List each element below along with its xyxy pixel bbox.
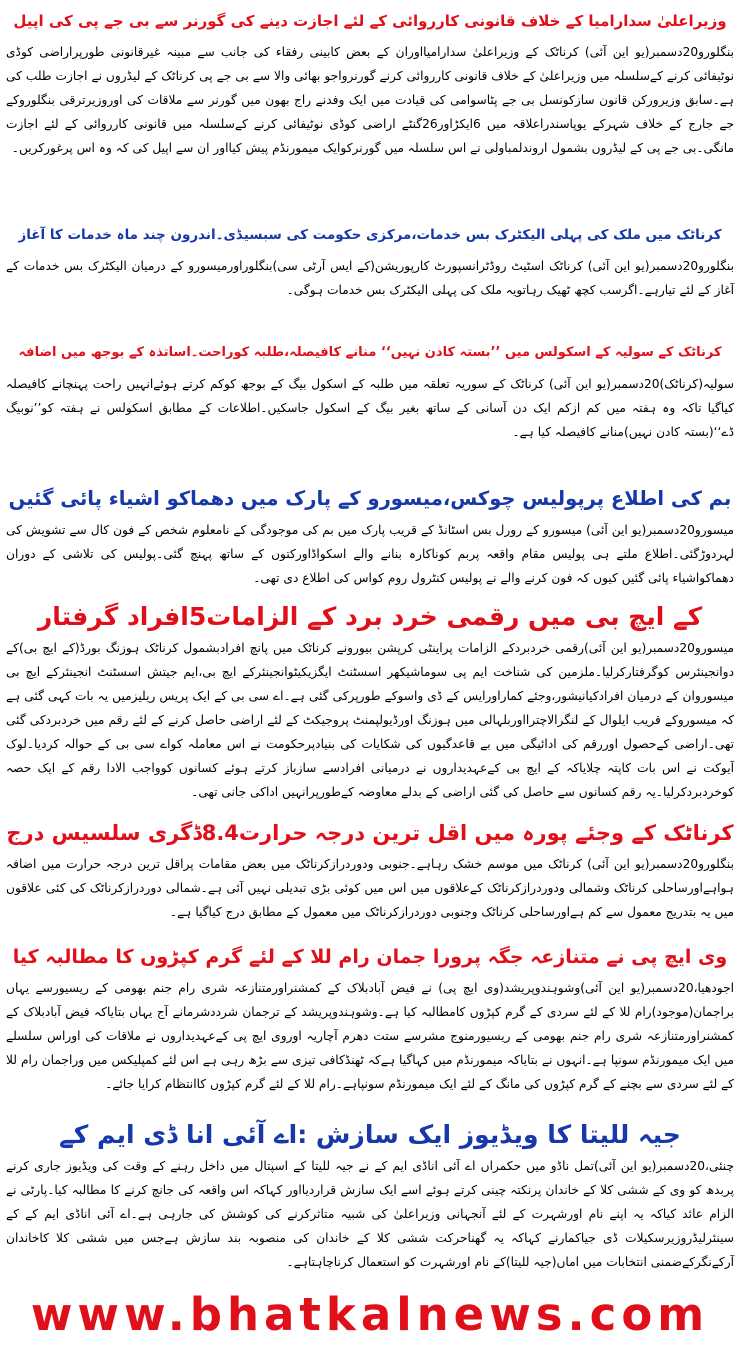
article-2 — [6, 218, 734, 302]
article-body-4: میسورو20دسمبر(یو این آئی) میسورو کے رورل بس اسٹانڈ کے قریب پارک میں بم کی موجودگی کے نامعلوم شخص کے فون کال سے تشویش کی لہردوڑگئی۔اطلاع ملتے ہی پولیس مقام واقعہ پربم کوناکارہ بنانے والے اسکواڈاورکتوں کے ساتھ پہنچ گئی۔پولیس کی تلاشی کے دوران دھماکواشیاء پائی گئیں کیوں کہ فون کرنے والے نے پولیس کنٹرول روم کواس کی اطلاع دی تھی۔ — [6, 523, 734, 585]
article-body-8: چنئی،20دسمبر(یو این آئی)تمل ناڈو میں حکمراں اے آئی اناڈی ایم کے نے جیہ للیتا کے اسپتال میں داخل رہنے کے وقت کی ویڈیوز جاری کرنے پربدھ کو وی کے ششی کلا کے خاندان پرنکتہ چینی کرتے ہوئے اسے ایک سازش قراردیااور کہاکہ اس واقعہ کی جانچ کرنے کا مطالبہ کیا۔پارٹی نے الزام عائد کیاکہ یہ اپنے نام اورشہرت کے لئے آنجہانی وزیراعلیٰ کی شبیہ متاثرکرنے کی کوشش کی جارہی ہے۔اے آئی اناڈی ایم کے کے سینئرلیڈروزیرسکیلات ڈی جیاکمارنے کہاکہ یہ گھناحرکت ششی کلا کے خاندان کی منصوبہ بند سازش ہےجس میں ششی کلا کاخاندان آرکےنگرکےضمنی انتخابات میں اماں(جیہ للیتا)کے نام اورشہرت کو استعمال کرناچاہتاہے۔ — [6, 1159, 734, 1269]
article-body-7: اجودھیا،20دسمبر(یو این آئی)وشوہندوپریشد(وی ایچ پی) نے فیض آبادبلاک کے کمشنراورمتنازعہ شری رام جنم بھومی کے ریسیورسے یہاں براجمان(موجود)رام للا کے لئے سردی کے گرم کپڑوں کامطالبہ کیا ہے۔وشوہندوپریشد کے ترجمان شرددشرمانے آج یہاں بتایاکہ فیض آبادبلاک کے کمشنراورمتنازعہ شری رام جنم بھومی کے ریسیورمنوج مشرسے ستت دھرم آچاریہ اوروی ایچ پی کےعہدیداروں نے ملاقات کی اوراس سلسلے میں ایک میمورنڈم سونپا ہے۔انہوں نے بتایاکہ میمورنڈم میں کہاگیا ہےکہ ٹھنڈکافی تیزی سے بڑھ رہی ہے اس لئے کمپلیکس میں وراجمان رام للا کے لئے سردی سے بچنے کے گرم کپڑوں کی مانگ کے لئے ایک میمورنڈم سونپاہے۔رام للا کے لئے گرم کپڑوں کاانتظام کرایا جائے۔ — [6, 981, 734, 1091]
article-1 — [6, 4, 734, 160]
headline-4: بم کی اطلاع پرپولیس چوکس،میسورو کے پارک میں دھماکو اشیاء پائی گئیں — [8, 487, 732, 510]
article-body-2: بنگلورو20دسمبر(یو این آئی) کرناٹک اسٹیٹ روڈٹرانسپورٹ کارپوریشن(کے ایس آرٹی سی)بنگلوراورمیسورو کے درمیان الیکٹرک بس خدمات کے آغاز کے لئے تیارہے۔اگرسب کچھ ٹھیک رہاتویہ ملک کی پہلی الیکٹرک بس خدمات ہوگی۔ — [6, 259, 734, 297]
article-body-6: بنگلورو20دسمبر(یو این آئی) کرناٹک میں موسم خشک رہاہے۔جنوبی ودوردرازکرناٹک میں بعض مقامات پراقل ترین درجہ حرارت میں اضافہ ہواہےاورساحلی کرناٹک وشمالی ودوردرازکرناٹک کےعلاقوں میں اس میں کوئی بڑی تبدیلی نہیں آئی ہے۔شمالی دوردرازکرناٹک کی کئی علاقوں میں یہ بتدریج معمول سے کم ہےاورساحلی کرناٹک وجنوبی دوردرازکرناٹک میں معمول کے مطابق درج کیاگیا ہے۔ — [6, 857, 734, 919]
article-body-3: سولیہ(کرناٹک)20دسمبر(یو این آئی) کرناٹک کے سوریہ تعلقہ میں طلبہ کے اسکول بیگ کے بوجھ کوکم کرتے ہوئےانہیں راحت پہنچانے کافیصلہ کیاگیا تاکہ وہ ہفتہ میں کم ازکم ایک دن آسانی کے ساتھ بغیر بیگ کے اسکول جاسکیں۔اطلاعات کے مطابق اسکولس نے ہفتہ کو’’نوبیگ ڈے‘‘(بستہ کادن نہیں)منانے کافیصلہ کیا ہے۔ — [6, 377, 734, 439]
headline-5: کے ایچ بی میں رقمی خرد برد کے الزامات5افراد گرفتار — [37, 602, 703, 631]
article-3 — [6, 336, 734, 444]
website-footer: www.bhatkalnews.com — [30, 1288, 710, 1341]
headline-3: کرناٹک کے سولیہ کے اسکولس میں ’’بستہ کادن نہیں‘‘ منانے کافیصلہ،طلبہ کوراحت۔اساتذہ کے بوجھ میں اضافہ — [18, 345, 722, 360]
article-7 — [6, 940, 734, 1096]
headline-2: کرناٹک میں ملک کی پہلی الیکٹرک بس خدمات،مرکزی حکومت کی سبسیڈی۔اندرون چند ماہ خدمات کا آغاز — [18, 227, 722, 243]
article-body-5: میسورو20دسمبر(یو این آئی)رقمی خردبردکے الزامات پراینٹی کرپشن بیورونے کرناٹک میں پانچ افرادبشمول کرناٹک ہوزنگ بورڈ(کے ایچ بی)کے دوانجینئرس کوگرفتارکرلیا۔ملزمین کی شناخت ایم پی سوماشیکھر اسسٹنٹ ایگزیکیٹوانجینئرکے ایچ بی،ایم جیتش اسسٹنٹ انجینئرکے ایچ بی میسوروان کے درمیان افرادکیانیشور،وجئے کماراورایس کے ڈی واسوکے طورپرکی گئی ہے۔اے سی بی کے ایک پریس ریلیزمیں یہ بات کہی گئی ہے کہ میسوروکے قریب ایلوال کے لنگرالاچترااوربلہالی میں ہوزنگ اورڈیولپمنٹ پروجیکٹ کے لئے اراضی حاصل کرنے کے لئے رقم میں خردبردکی گئی تھی۔اراضی کےحصول اوررقم کی ادائیگی میں بے قاعدگیوں کی شکایات کی بنیادپرحکومت نے اس معاملہ کواے سی بی کے حوالہ کردیا۔لوک آیوکت نے اس بات کاپتہ چلایاکہ کے ایچ بی کےعہدیداروں نے درمیانی افرادسے سازباز کرتے ہوئے کسانوں کوواجب الادا رقم کے ایک حصہ کوخردبردکرلیا۔یہ رقم کسانوں سے حاصل کی گئی اراضی کے بدلے معاوضہ کےطورپرانہیں اداکی جانی تھی۔ — [6, 641, 734, 799]
headline-1: وزیراعلیٰ سدارامیا کے خلاف قانونی کارروائی کے لئے اجازت دینے کی گورنر سے بی جے پی کی اپیل — [13, 12, 727, 30]
headline-6: کرناٹک کے وجئے پورہ میں اقل ترین درجہ حرارت8.4ڈگری سلسیس درج — [6, 821, 734, 845]
article-8 — [6, 1118, 734, 1274]
article-4 — [6, 482, 734, 590]
article-5 — [6, 600, 734, 804]
headline-8: جیہ للیتا کا ویڈیوز ایک سازش :اے آئی انا ڈی ایم کے — [59, 1120, 681, 1149]
headline-7: وی ایچ پی نے متنازعہ جگہ پرورا جمان رام للا کے لئے گرم کپڑوں کا مطالبہ کیا — [12, 946, 728, 968]
article-body-1: بنگلورو20دسمبر(یو این آئی) کرناٹک کے وزیراعلیٰ سدارامیااوران کے بعض کابینی رفقاء کی جانب سے مبینہ غیرقانونی طورپراراضی کوڈی نوٹیفائی کرنے کےسلسلہ میں وزیراعلیٰ کے خلاف قانونی کارروائی کرنے گورنرواجو بھائی والا سے بی جے پی کرناٹک کے لیڈروں نے اجازت طلب کی ہے۔سابق وزیرورکن قانون سازکونسل بی جے پٹاسوامی کی قیادت میں ایک وفدنے راج بھون میں گورنر سے ملاقات کی اوروزیرترقی بنگلوروکے جے جارج کے خلاف شہرکے یوپاسندراعلاقہ میں 6ایکڑاور26گنٹے اراضی کوڈی نوٹیفائی کرنے کےسلسلہ میں قانونی کارروائی کے لئے اجازت مانگی۔بی جے پی کے لیڈروں بشمول اروندلمباولی نے اس سلسلہ میں گورنرکوایک میمورنڈم پیش کیااور ان سے اپیل کی کہ وہ اس پرغورکریں۔ — [6, 45, 735, 155]
article-6 — [6, 816, 734, 924]
